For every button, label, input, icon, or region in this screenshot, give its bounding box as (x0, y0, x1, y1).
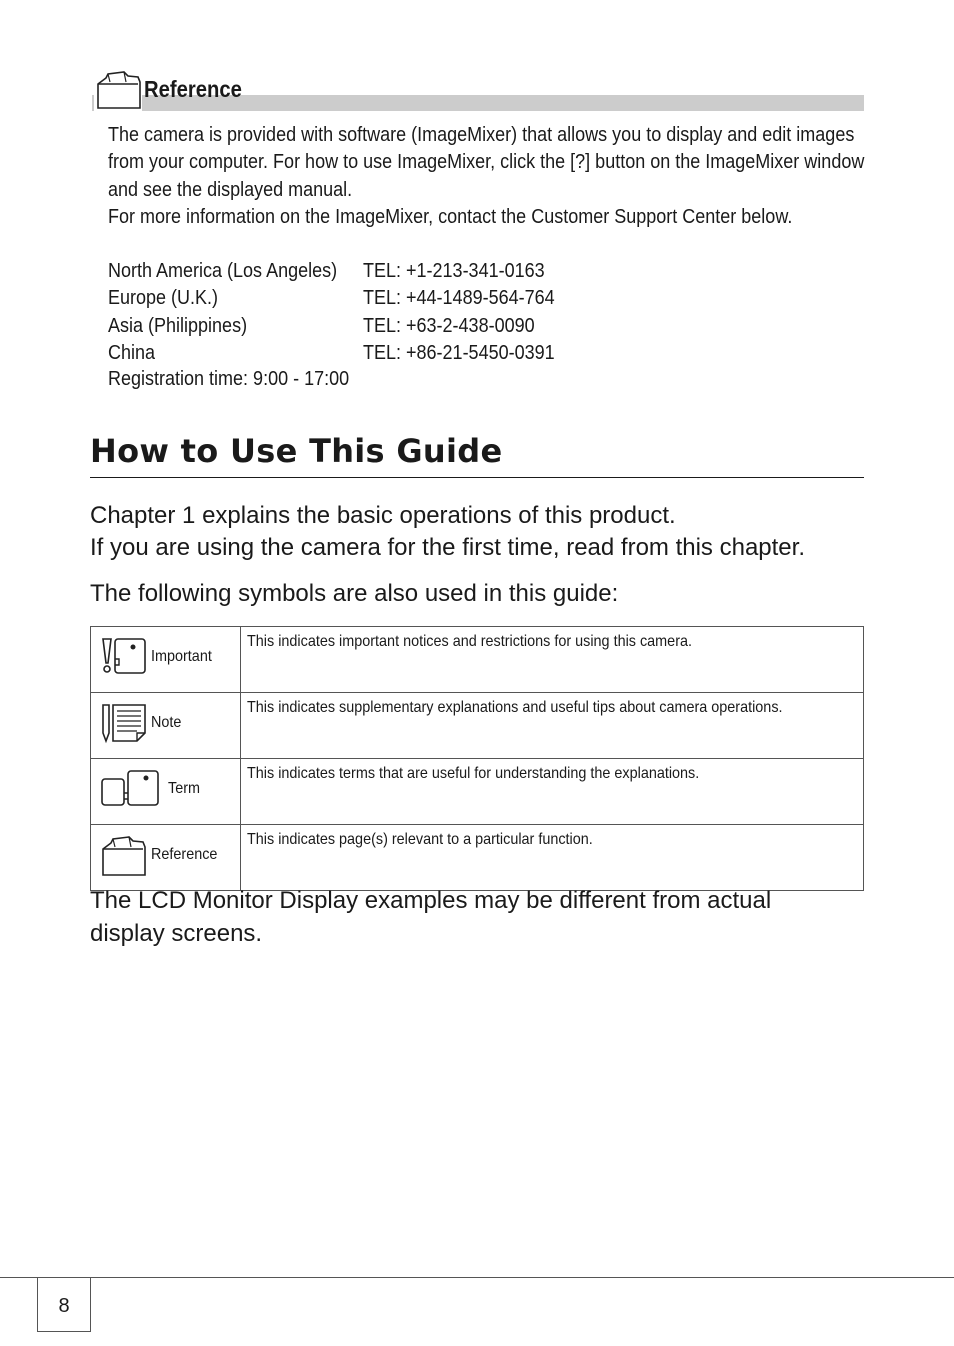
footer-rule (0, 1277, 954, 1278)
reference-icon (99, 833, 149, 879)
table-row (91, 825, 864, 891)
contact-region: Europe (U.K.) (108, 287, 219, 310)
symbol-description-cell (241, 825, 864, 891)
symbol-label: Note (151, 714, 182, 731)
registration-time: Registration time: 9:00 - 17:00 (108, 368, 350, 390)
contact-tel: TEL: +86-21-5450-0391 (363, 341, 555, 364)
symbol-label: Reference (151, 846, 218, 863)
symbol-description-cell (241, 759, 864, 825)
contact-tel: TEL: +44-1489-564-764 (363, 287, 555, 310)
lcd-note-text: The LCD Monitor Display examples may be different from actual display screens. (90, 887, 772, 947)
term-icon (99, 767, 161, 813)
symbol-label: Term (168, 780, 201, 797)
table-row (91, 693, 864, 759)
contact-region: North America (Los Angeles) (108, 260, 338, 282)
note-icon (99, 701, 149, 747)
symbol-label: Important (151, 648, 212, 665)
section-title: How to Use This Guide (90, 432, 503, 470)
intro-text (90, 500, 805, 564)
contact-region: Asia (Philippines) (108, 314, 248, 337)
table-row (91, 759, 864, 825)
symbol-description: This indicates supplementary explanations and useful tips about camera operations. (247, 699, 783, 716)
intro-line: If you are using the camera for the first time, read from this chapter. (90, 534, 805, 561)
contact-tel: TEL: +1-213-341-0163 (363, 260, 545, 282)
reference-body (108, 122, 869, 231)
symbol-cell (91, 825, 241, 891)
symbols-table (90, 626, 864, 891)
page-number: 8 (58, 1295, 70, 1317)
reference-header (92, 70, 864, 114)
symbol-description: This indicates page(s) relevant to a particular function. (247, 831, 593, 848)
symbol-cell (91, 759, 241, 825)
symbol-description-cell (241, 693, 864, 759)
symbol-cell (91, 693, 241, 759)
intro-line: Chapter 1 explains the basic operations of this product. (90, 502, 676, 529)
symbol-description: This indicates important notices and restrictions for using this camera. (247, 633, 692, 650)
reference-paragraph: For more information on the ImageMixer, contact the Customer Support Center below. (108, 205, 793, 228)
symbol-description: This indicates terms that are useful for understanding the explanations. (247, 765, 700, 782)
reference-title: Reference (144, 76, 242, 102)
contact-tel: TEL: +63-2-438-0090 (363, 314, 535, 337)
symbol-description-cell (241, 627, 864, 693)
contact-region: China (108, 341, 156, 364)
reference-icon (94, 70, 142, 112)
section-divider (90, 477, 864, 478)
symbols-lead: The following symbols are also used in this guide: (90, 580, 619, 607)
symbol-cell (91, 627, 241, 693)
page-number-box (37, 1277, 91, 1332)
reference-paragraph: The camera is provided with software (ImageMixer) that allows you to display and edit images from your computer. For how to use ImageMixer, click the [?] button on the ImageMixer window and see the displayed manual. (108, 124, 865, 201)
lcd-note (90, 884, 850, 950)
important-icon (99, 635, 149, 681)
table-row (91, 627, 864, 693)
